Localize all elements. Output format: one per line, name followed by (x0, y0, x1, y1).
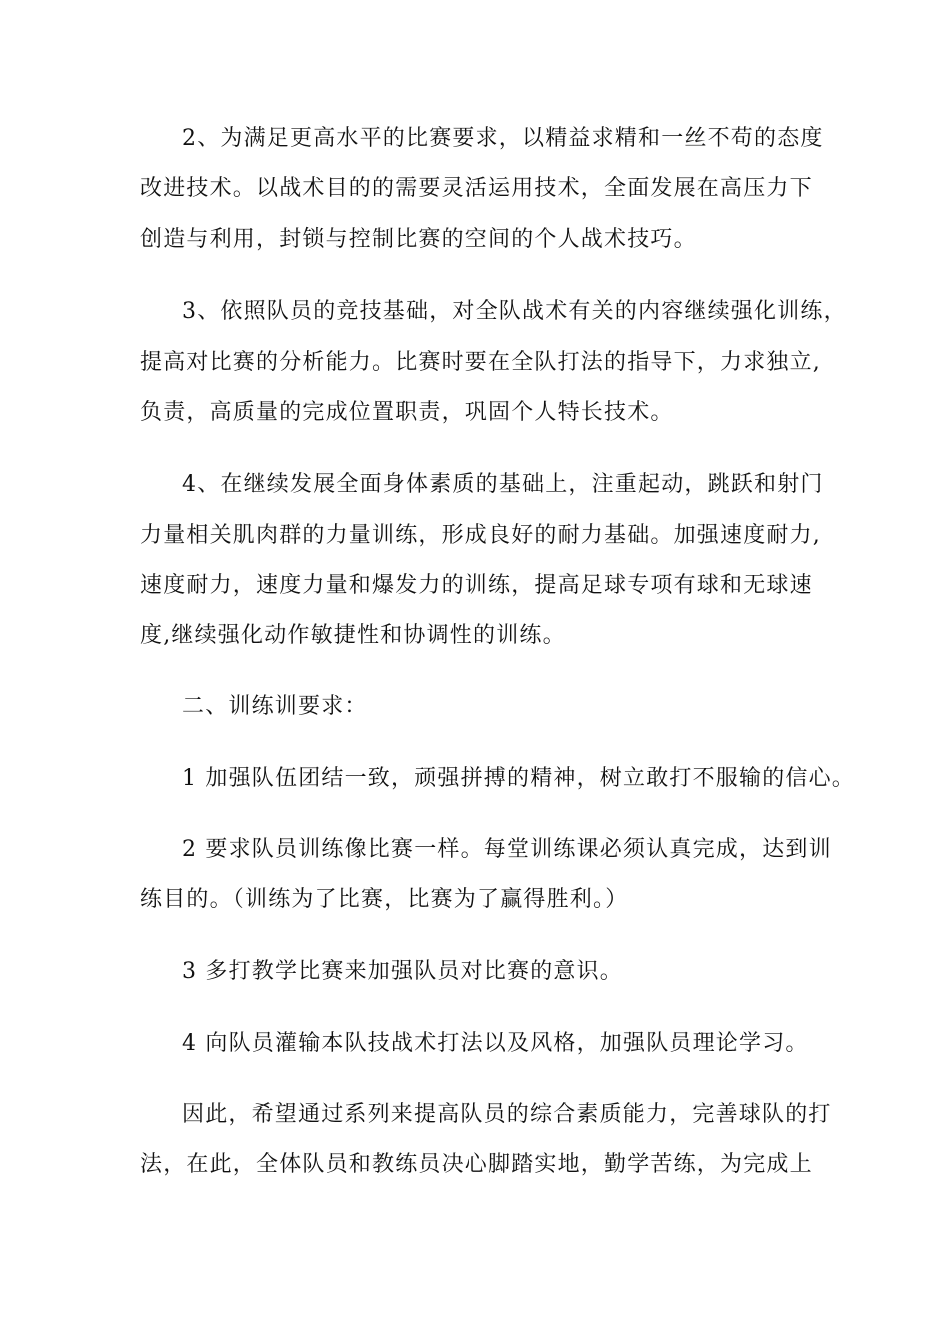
paragraph-4-line-3: 速度耐力，速度力量和爆发力的训练，提高足球专项有球和无球速 (140, 573, 813, 598)
paragraph-4-line-2: 力量相关肌肉群的力量训练，形成良好的耐力基础。加强速度耐力, (140, 523, 821, 548)
paragraph-3-line-3: 负责，高质量的完成位置职责，巩固个人特长技术。 (140, 400, 674, 425)
paragraph-2-line-1: 2、为满足更高水平的比赛要求，以精益求精和一丝不苟的态度 (182, 126, 824, 151)
paragraph-4-line-1: 4、在继续发展全面身体素质的基础上，注重起动，跳跃和射门 (182, 472, 824, 497)
paragraph-3-line-1: 3、依照队员的竞技基础，对全队战术有关的内容继续强化训练， (182, 299, 847, 324)
paragraph-3-line-2: 提高对比赛的分析能力。比赛时要在全队打法的指导下，力求独立, (140, 350, 821, 375)
paragraph-2-line-2: 改进技术。以战术目的的需要灵活运用技术，全面发展在高压力下 (140, 176, 813, 201)
paragraph-2-line-3: 创造与利用，封锁与控制比赛的空间的个人战术技巧。 (140, 227, 697, 252)
requirement-3: 3 多打教学比赛来加强队员对比赛的意识。 (182, 959, 623, 984)
paragraph-4-line-4: 度,继续强化动作敏捷性和协调性的训练。 (140, 623, 566, 648)
section-heading-training-requirements: 二、训练训要求： (182, 694, 368, 719)
requirement-2-line-1: 2 要求队员训练像比赛一样。每堂训练课必须认真完成，达到训 (182, 837, 832, 862)
requirement-2-line-2: 练目的。（训练为了比赛，比赛为了赢得胜利。） (140, 887, 629, 912)
requirement-1: 1 加强队伍团结一致，顽强拼搏的精神，树立敢打不服输的信心。 (182, 766, 855, 791)
requirement-4: 4 向队员灌输本队技战术打法以及风格，加强队员理论学习。 (182, 1031, 809, 1056)
conclusion-line-2: 法，在此，全体队员和教练员决心脚踏实地，勤学苦练，为完成上 (140, 1152, 813, 1177)
conclusion-line-1: 因此，希望通过系列来提高队员的综合素质能力，完善球队的打 (182, 1102, 832, 1127)
